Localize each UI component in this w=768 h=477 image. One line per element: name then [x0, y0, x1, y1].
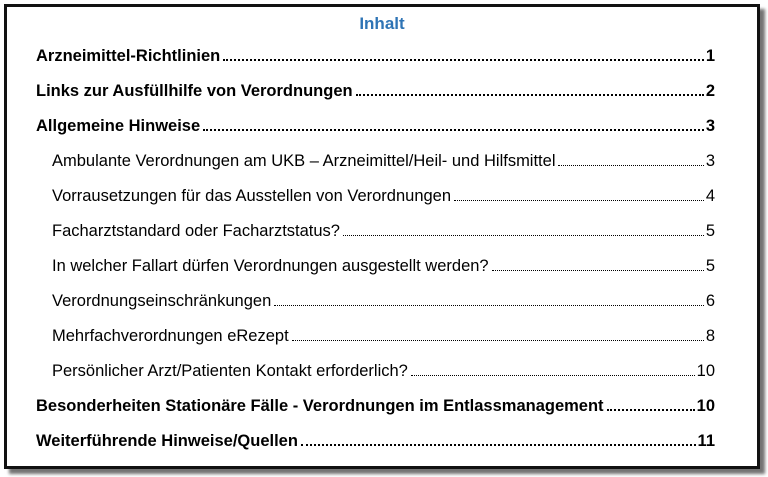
- toc-dot-leader: [301, 444, 696, 446]
- toc-entry-text: Links zur Ausfüllhilfe von Verordnungen: [36, 82, 353, 100]
- toc-entry-links-ausfuellhilfe[interactable]: [36, 77, 715, 101]
- toc-page-number: 4: [705, 187, 715, 205]
- toc-page-number: 10: [696, 362, 715, 380]
- toc-entry-facharztstandard[interactable]: [52, 217, 715, 241]
- toc-dot-leader: [203, 129, 704, 131]
- toc-entry-text: Arzneimittel-Richtlinien: [36, 47, 221, 65]
- toc-page-number: 8: [705, 327, 715, 345]
- toc-page-number: 2: [705, 82, 715, 100]
- toc-entry-vorrausetzungen[interactable]: [52, 182, 715, 206]
- toc-entry-text: Besonderheiten Stationäre Fälle - Verordnungen im Entlassmanagement: [36, 397, 604, 415]
- toc-dot-leader: [492, 270, 704, 271]
- toc-page-number: 3: [705, 117, 715, 135]
- toc-entry-persoenlicher-kontakt[interactable]: [52, 357, 715, 381]
- toc-dot-leader: [411, 375, 695, 376]
- toc-page-number: 3: [705, 152, 715, 170]
- toc-entry-text: In welcher Fallart dürfen Verordnungen ausgestellt werden?: [52, 257, 489, 275]
- toc-title: Inhalt: [359, 14, 405, 33]
- toc-entry-weiterfuehrende-hinweise[interactable]: [36, 427, 715, 451]
- toc-page-number: 10: [696, 397, 715, 415]
- toc-frame: [4, 4, 760, 469]
- toc-entry-text: Facharztstandard oder Facharztstatus?: [52, 222, 340, 240]
- toc-entry-text: Verordnungseinschränkungen: [52, 292, 272, 310]
- toc-entry-verordnungseinschraenkungen[interactable]: [52, 287, 715, 311]
- toc-dot-leader: [454, 200, 704, 201]
- toc-dot-leader: [292, 340, 704, 341]
- toc-dot-leader: [343, 235, 704, 236]
- toc-dot-leader: [607, 409, 695, 411]
- toc-page-number: 5: [705, 222, 715, 240]
- toc-entry-ambulante-verordnungen[interactable]: [52, 147, 715, 171]
- toc-entry-mehrfachverordnungen[interactable]: [52, 322, 715, 346]
- toc-dot-leader: [274, 305, 704, 306]
- toc-page-number: 5: [705, 257, 715, 275]
- toc-dot-leader: [356, 94, 704, 96]
- toc-entry-text: Allgemeine Hinweise: [36, 117, 201, 135]
- toc-dot-leader: [223, 59, 704, 61]
- toc-entry-text: Persönlicher Arzt/Patienten Kontakt erforderlich?: [52, 362, 408, 380]
- toc-entry-text: Weiterführende Hinweise/Quellen: [36, 432, 298, 450]
- toc-entry-text: Mehrfachverordnungen eRezept: [52, 327, 289, 345]
- toc-entry-text: Vorrausetzungen für das Ausstellen von Verordnungen: [52, 187, 452, 205]
- toc-entry-allgemeine-hinweise[interactable]: [36, 112, 715, 136]
- toc-page-number: 1: [705, 47, 715, 65]
- toc-dot-leader: [558, 165, 703, 166]
- toc-page-number: 6: [705, 292, 715, 310]
- toc-page-number: 11: [697, 432, 715, 450]
- toc-entry-besonderheiten-stationaere-faelle[interactable]: [36, 392, 715, 416]
- toc-entry-arzneimittel-richtlinien[interactable]: [36, 42, 715, 66]
- toc-entry-fallart[interactable]: [52, 252, 715, 276]
- toc-entry-text: Ambulante Verordnungen am UKB – Arzneimittel/Heil- und Hilfsmittel: [52, 152, 556, 170]
